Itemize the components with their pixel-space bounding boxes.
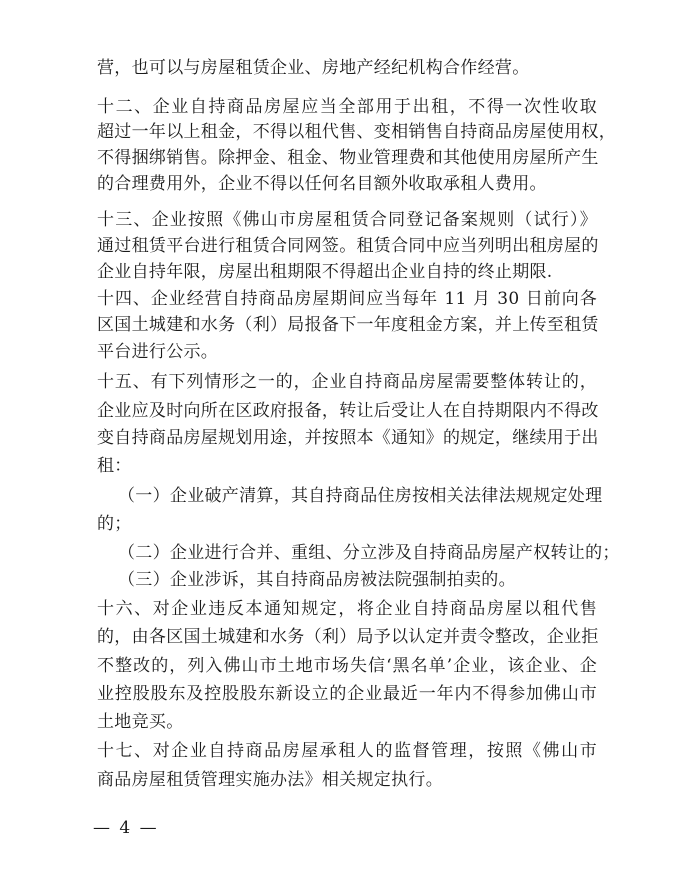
text-line: 通过租赁平台进行租赁合同网签。租赁合同中应当列明出租房屋的 [97,236,599,256]
text-line: 区国土城建和水务（利）局报备下一年度租金方案，并上传至租赁 [97,315,599,335]
text-line: 的，由各区国土城建和水务（利）局予以认定并责令整改，企业拒 [97,627,599,647]
text-line: 业控股股东及控股股东新设立的企业最近一年内不得参加佛山市 [97,684,597,704]
text-line: 企业自持年限，房屋出租期限不得超出企业自持的终止期限. [97,262,553,282]
text-line: 土地竞买。 [97,712,184,732]
text-line: 的合理费用外，企业不得以任何名目额外收取承租人费用。 [97,174,547,194]
page-number: — 4 — [93,818,159,838]
text-line: 不得捆绑销售。除押金、租金、物业管理费和其他使用房屋所产生 [97,148,599,168]
text-line: 十五、有下列情形之一的，企业自持商品房屋需要整体转让的， [97,372,597,392]
text-line: 十四、企业经营自持商品房屋期间应当每年 11 月 30 日前向各 [97,289,597,309]
text-line: 变自持商品房屋规划用途，并按照本《通知》的规定，继续用于出 [97,428,599,448]
text-line: 平台进行公示。 [97,342,219,362]
text-line: 超过一年以上租金，不得以租代售、变相销售自持商品房屋使用权， [97,122,616,142]
text-line: 十三、企业按照《佛山市房屋租赁合同登记备案规则（试行）》 [97,210,597,230]
text-line: 十七、对企业自持商品房屋承租人的监督管理，按照《佛山市 [97,741,597,761]
text-line: 不整改的，列入佛山市土地市场失信‘黑名单’企业，该企业、企 [97,656,597,676]
text-line: 十六、对企业违反本通知规定，将企业自持商品房屋以租代售 [97,599,597,619]
list-item: （二）企业进行合并、重组、分立涉及自持商品房屋产权转让的； [118,543,620,563]
text-line: 企业应及时向所在区政府报备，转让后受让人在自持期限内不得改 [97,401,599,421]
list-item: （一）企业破产清算，其自持商品住房按相关法律法规规定处理 [118,486,603,506]
text-line: 租： [97,456,132,476]
text-line: 营，也可以与房屋租赁企业、房地产经纪机构合作经营。 [97,58,530,78]
text-line: 的； [97,514,132,534]
text-line: 商品房屋租赁管理实施办法》相关规定执行。 [97,770,443,790]
text-line: 十二、企业自持商品房屋应当全部用于出租，不得一次性收取 [97,97,597,117]
list-item: （三）企业涉诉，其自持商品房被法院强制拍卖的。 [118,570,516,590]
